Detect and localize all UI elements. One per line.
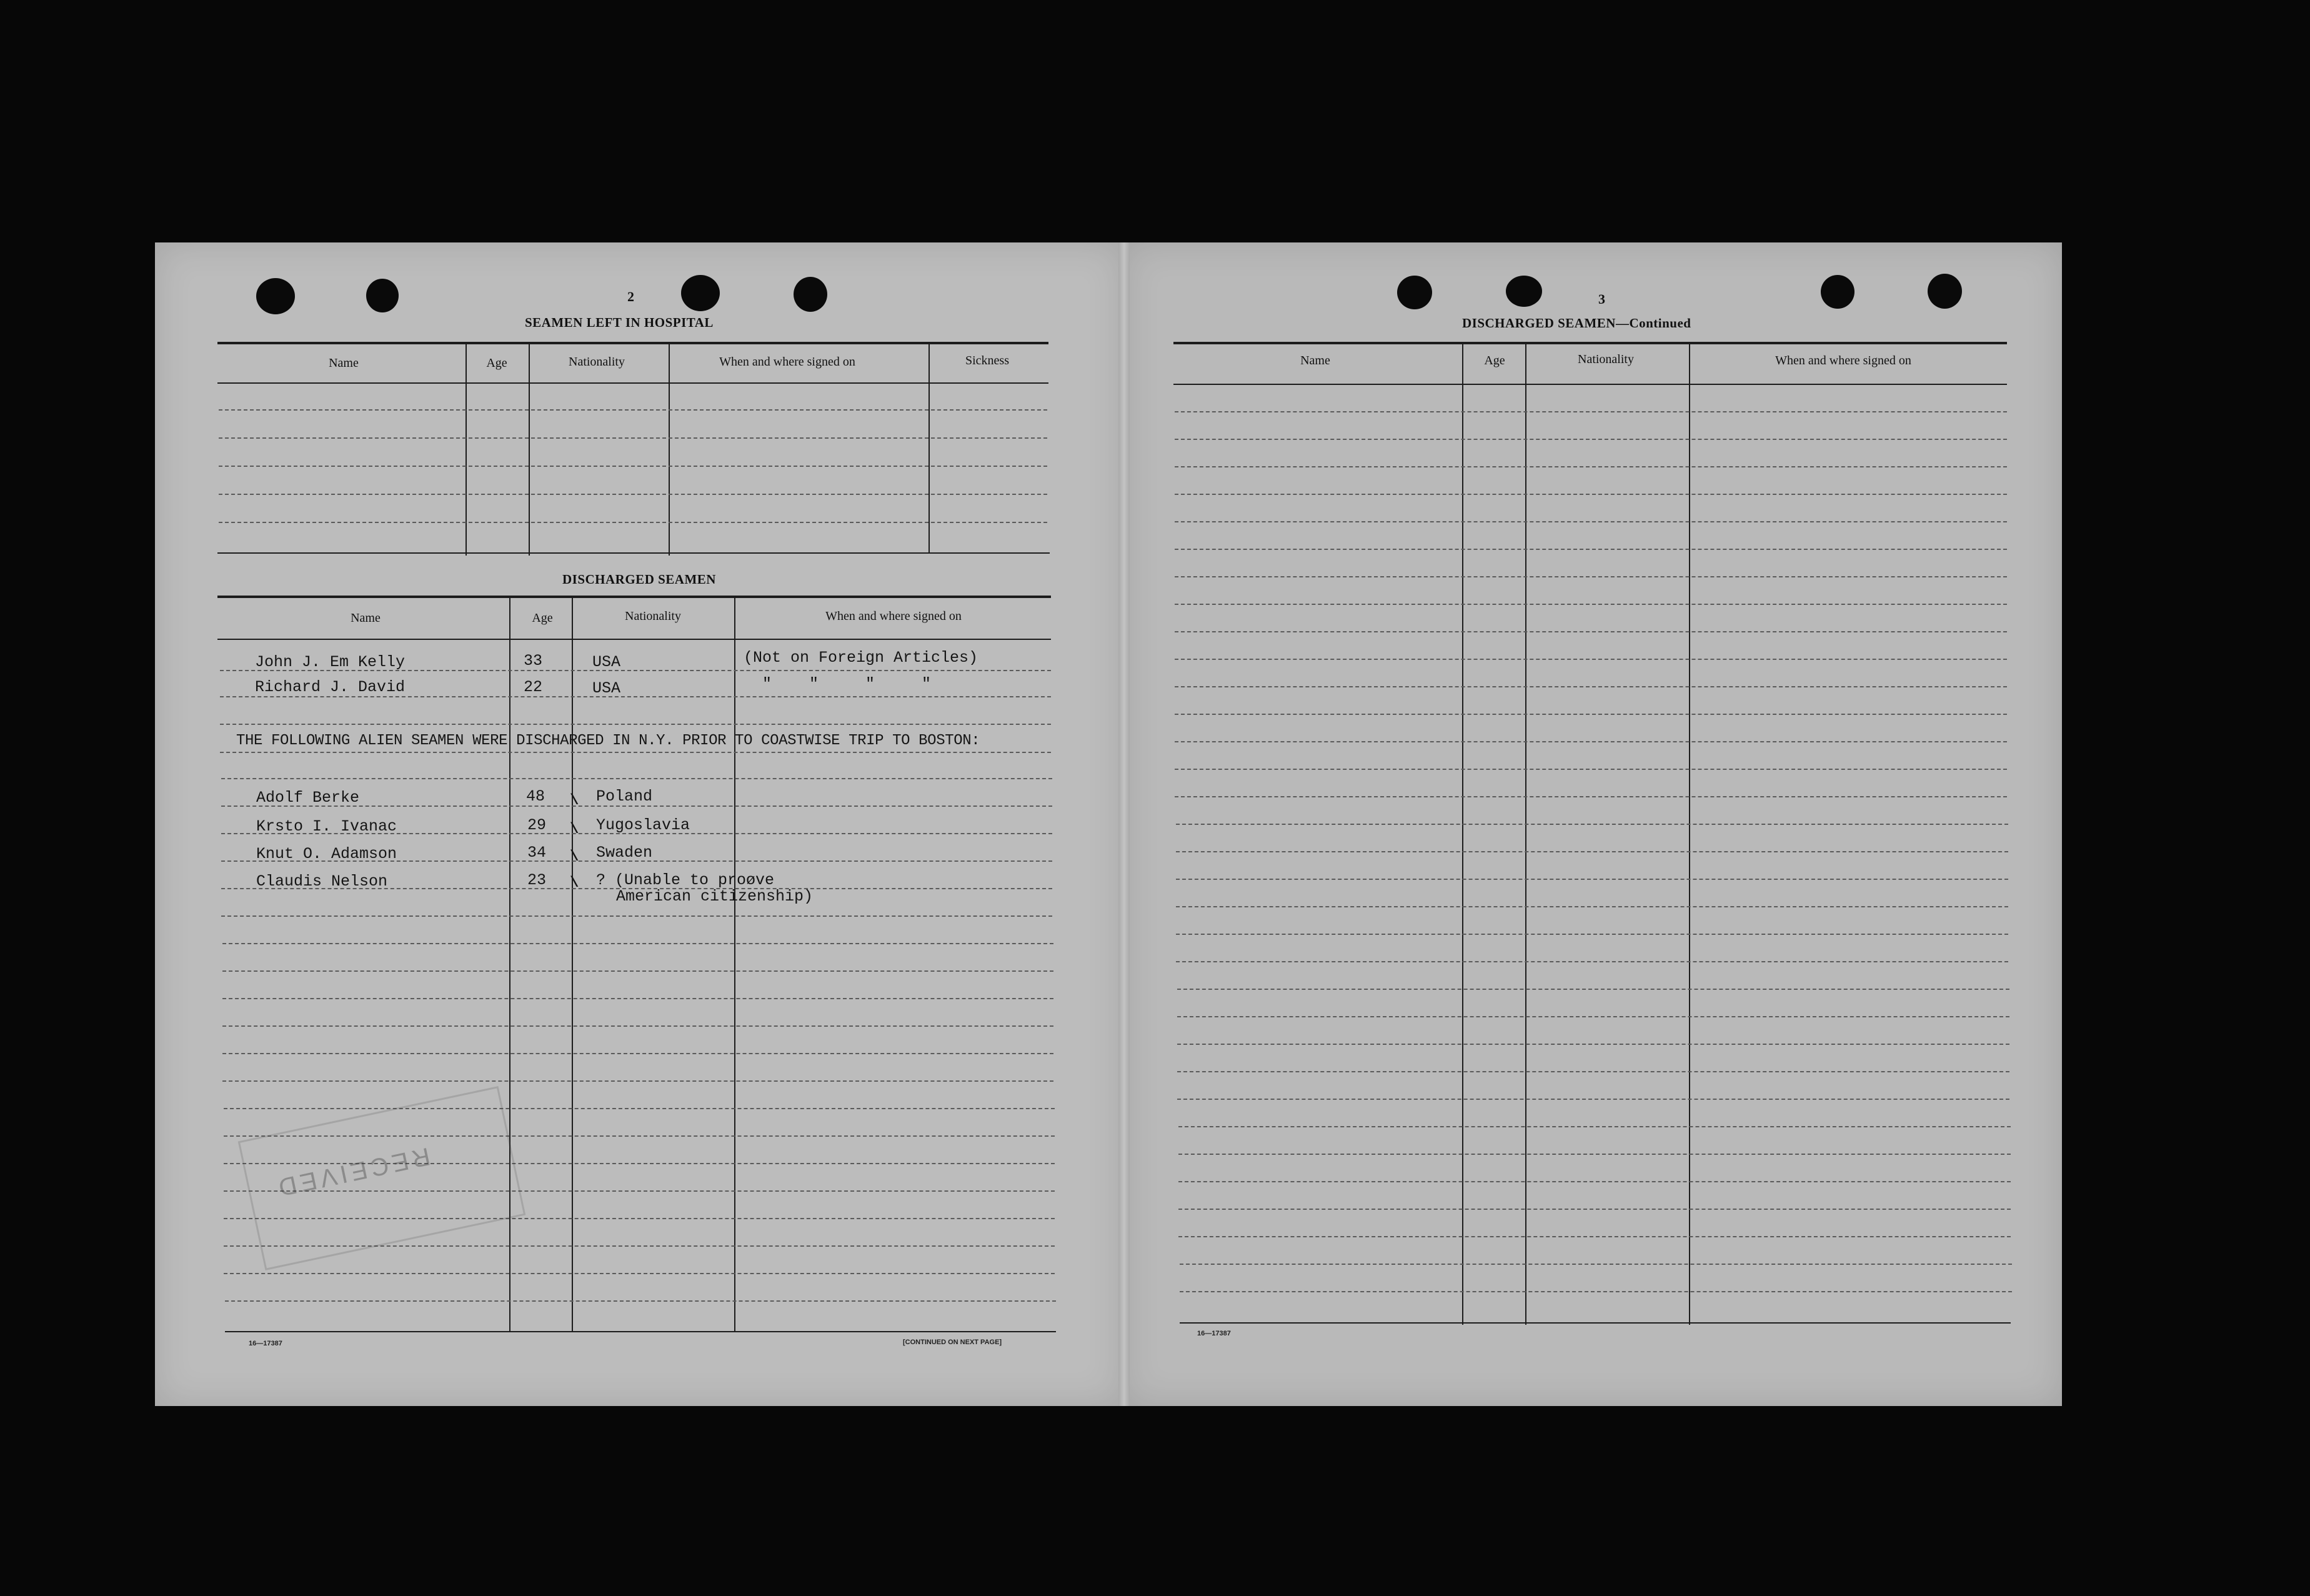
discharged-row-line bbox=[224, 1273, 1055, 1274]
right-row-line bbox=[1175, 439, 2007, 440]
right-row-line bbox=[1175, 521, 2007, 522]
check-mark: \ bbox=[570, 875, 579, 892]
continued-note: [CONTINUED ON NEXT PAGE] bbox=[903, 1339, 1002, 1346]
right-row-line bbox=[1178, 1154, 2011, 1155]
right-row-line bbox=[1175, 576, 2007, 577]
discharged-divider bbox=[509, 597, 510, 1332]
hospital-bottom-rule bbox=[217, 552, 1050, 554]
hospital-section-title: SEAMEN LEFT IN HOSPITAL bbox=[525, 315, 714, 330]
hospital-col-sickness: Sickness bbox=[965, 354, 1009, 367]
hospital-divider bbox=[669, 343, 670, 556]
right-section-title: DISCHARGED SEAMEN—Continued bbox=[1462, 316, 1691, 331]
right-row-line bbox=[1177, 1016, 2009, 1017]
hospital-header-rule bbox=[217, 382, 1048, 384]
discharged-row-line bbox=[225, 1300, 1056, 1302]
right-col-signed-on: When and where signed on bbox=[1775, 354, 1911, 367]
hospital-col-name: Name bbox=[329, 356, 359, 370]
right-row-line bbox=[1175, 796, 2007, 797]
right-row-line bbox=[1177, 1099, 2009, 1100]
punch-hole bbox=[256, 278, 295, 314]
alien-age: 34 bbox=[527, 844, 547, 862]
discharged-row-line bbox=[224, 1108, 1055, 1109]
discharged-divider bbox=[572, 597, 573, 1332]
right-row-line bbox=[1180, 1291, 2012, 1292]
right-divider bbox=[1525, 344, 1526, 1325]
right-header-rule bbox=[1173, 384, 2007, 385]
discharged-row-line bbox=[222, 943, 1053, 944]
hospital-col-nationality: Nationality bbox=[569, 355, 625, 369]
right-row-line bbox=[1176, 961, 2008, 962]
punch-hole bbox=[1821, 275, 1854, 309]
right-divider bbox=[1689, 344, 1690, 1325]
hospital-divider bbox=[529, 343, 530, 556]
right-row-line bbox=[1175, 604, 2007, 605]
page-number-left: 2 bbox=[627, 289, 634, 304]
hospital-row-line bbox=[219, 494, 1047, 495]
discharged-section-title: DISCHARGED SEAMEN bbox=[562, 572, 716, 587]
discharged-divider bbox=[734, 597, 735, 1332]
right-row-line bbox=[1175, 714, 2007, 715]
discharged-row-line bbox=[222, 1053, 1053, 1054]
discharged-header-rule bbox=[217, 639, 1051, 640]
discharged-row-line bbox=[222, 1025, 1053, 1027]
punch-hole bbox=[794, 277, 827, 312]
right-col-nationality: Nationality bbox=[1578, 352, 1634, 366]
right-row-line bbox=[1175, 631, 2007, 632]
discharged-col-signed-on: When and where signed on bbox=[825, 609, 962, 623]
right-row-line bbox=[1176, 824, 2008, 825]
discharged-signed-on: (Not on Foreign Articles) bbox=[744, 649, 978, 667]
right-row-line bbox=[1176, 906, 2008, 907]
discharged-row-line bbox=[222, 1080, 1053, 1082]
discharged-col-name: Name bbox=[351, 611, 381, 625]
right-row-line bbox=[1177, 989, 2009, 990]
discharged-row-line bbox=[220, 696, 1051, 697]
right-row-line bbox=[1177, 1044, 2009, 1045]
hospital-col-age: Age bbox=[486, 356, 507, 370]
alien-nationality: ? (Unable to proøve bbox=[596, 871, 775, 889]
hospital-divider bbox=[465, 343, 467, 556]
right-divider bbox=[1462, 344, 1463, 1325]
check-mark: \ bbox=[570, 792, 579, 809]
discharged-row-line bbox=[221, 915, 1052, 917]
alien-nationality-continued: American citizenship) bbox=[616, 887, 814, 905]
form-number-left: 16—17387 bbox=[249, 1340, 282, 1347]
check-mark: \ bbox=[570, 849, 579, 865]
right-col-age: Age bbox=[1484, 354, 1505, 367]
discharged-row-line bbox=[222, 998, 1053, 999]
right-row-line bbox=[1175, 659, 2007, 660]
right-bottom-rule bbox=[1180, 1322, 2011, 1324]
right-col-name: Name bbox=[1300, 354, 1330, 367]
alien-name: Claudis Nelson bbox=[256, 872, 388, 890]
discharged-age: 33 bbox=[524, 652, 543, 670]
right-row-line bbox=[1175, 549, 2007, 550]
hospital-row-line bbox=[219, 437, 1047, 439]
punch-hole bbox=[1397, 276, 1432, 309]
hospital-row-line bbox=[219, 409, 1047, 411]
form-number-right: 16—17387 bbox=[1197, 1330, 1231, 1337]
alien-name: Knut O. Adamson bbox=[256, 845, 397, 863]
right-row-line bbox=[1175, 494, 2007, 495]
page-gutter bbox=[1118, 242, 1130, 1406]
alien-nationality: Swaden bbox=[596, 844, 653, 862]
page-number-right: 3 bbox=[1598, 291, 1605, 307]
alien-name: Adolf Berke bbox=[256, 789, 360, 807]
hospital-divider bbox=[928, 343, 930, 552]
punch-hole bbox=[681, 275, 720, 311]
discharged-age: 22 bbox=[524, 678, 543, 696]
right-row-line bbox=[1177, 1071, 2009, 1072]
alien-name: Krsto I. Ivanac bbox=[256, 817, 397, 835]
right-row-line bbox=[1175, 411, 2007, 412]
right-row-line bbox=[1180, 1264, 2012, 1265]
hospital-col-signed-on: When and where signed on bbox=[719, 355, 855, 369]
punch-hole bbox=[366, 279, 399, 312]
discharged-col-nationality: Nationality bbox=[625, 609, 681, 623]
alien-age: 23 bbox=[527, 871, 547, 889]
discharged-row-line bbox=[220, 724, 1051, 725]
discharged-top-rule bbox=[217, 596, 1051, 598]
alien-age: 29 bbox=[527, 816, 547, 834]
discharged-row-line bbox=[220, 752, 1051, 753]
right-row-line bbox=[1175, 741, 2007, 742]
punch-hole bbox=[1928, 274, 1962, 309]
punch-hole bbox=[1506, 276, 1542, 307]
discharged-nationality: USA bbox=[592, 679, 621, 697]
discharged-col-age: Age bbox=[532, 611, 553, 625]
discharged-nationality: USA bbox=[592, 653, 621, 671]
alien-nationality: Yugoslavia bbox=[596, 816, 690, 834]
right-row-line bbox=[1178, 1236, 2011, 1237]
discharged-name: Richard J. David bbox=[255, 678, 406, 696]
right-row-line bbox=[1175, 686, 2007, 687]
discharged-signed-on: " " " " bbox=[762, 675, 932, 693]
right-top-rule bbox=[1173, 342, 2007, 344]
hospital-row-line bbox=[219, 522, 1047, 523]
right-row-line bbox=[1176, 879, 2008, 880]
discharged-name: John J. Em Kelly bbox=[255, 653, 406, 671]
discharged-row-line bbox=[221, 778, 1052, 779]
discharged-row-line bbox=[222, 970, 1053, 972]
alien-seamen-note: THE FOLLOWING ALIEN SEAMEN WERE DISCHARGED IN N.Y. PRIOR TO COASTWISE TRIP TO BOSTON: bbox=[236, 732, 980, 749]
right-row-line bbox=[1176, 934, 2008, 935]
received-stamp-text: RECEIVED bbox=[272, 1142, 433, 1202]
right-row-line bbox=[1178, 1209, 2011, 1210]
right-row-line bbox=[1175, 769, 2007, 770]
hospital-row-line bbox=[219, 466, 1047, 467]
right-row-line bbox=[1175, 466, 2007, 467]
right-row-line bbox=[1178, 1181, 2011, 1182]
right-row-line bbox=[1178, 1126, 2011, 1127]
hospital-top-rule bbox=[217, 342, 1048, 344]
alien-age: 48 bbox=[526, 787, 545, 805]
alien-nationality: Poland bbox=[596, 787, 653, 805]
right-row-line bbox=[1176, 851, 2008, 852]
check-mark: \ bbox=[570, 821, 579, 838]
discharged-bottom-rule bbox=[225, 1331, 1056, 1332]
